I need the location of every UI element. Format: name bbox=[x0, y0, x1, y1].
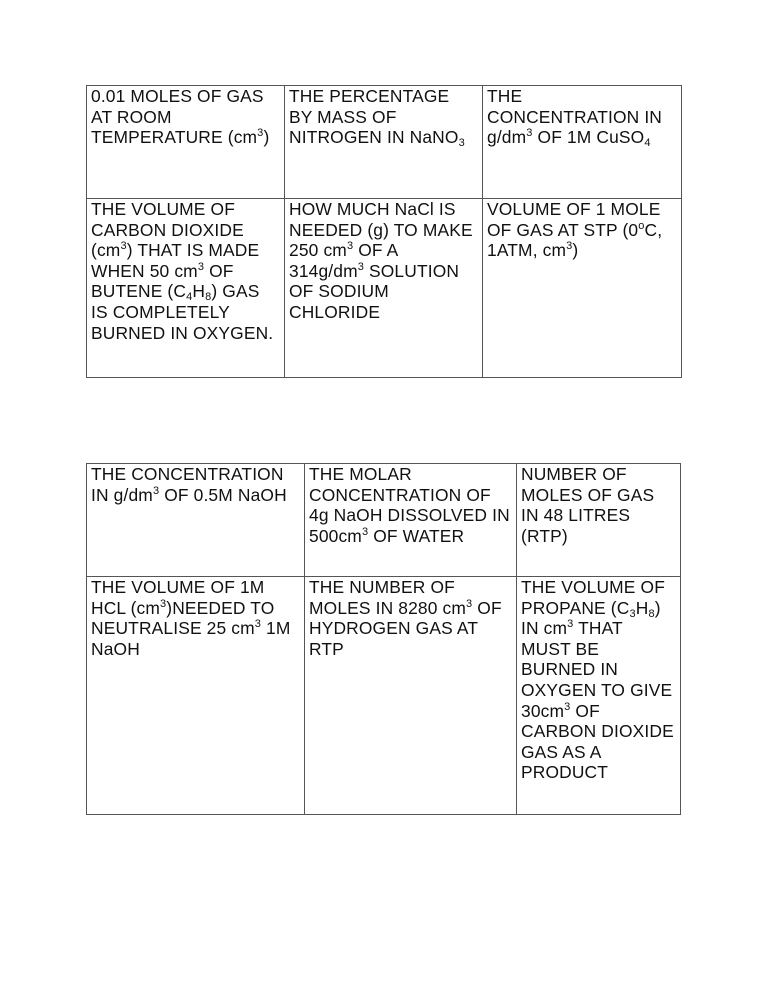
table-cell: THE VOLUME OF 1M HCL $(cm^3)NEEDED$ TO NEUTRALISE 25 $cm^3$ 1M NaOH bbox=[87, 577, 305, 815]
table-row bbox=[87, 199, 682, 378]
table-cell: THE MOLAR CONCENTRATION OF 4g NaOH DISSOLVED IN $500cm^3$ OF WATER bbox=[305, 464, 517, 577]
table-cell: HOW MUCH NaCl IS NEEDED (g) TO MAKE 250 $cm^3$ OF A $314g/dm^3$ SOLUTION OF SODIUM CHLORIDE bbox=[285, 199, 483, 378]
table-cell: THE CONCENTRATION IN $g/dm^3$ OF 0.5M NaOH bbox=[87, 464, 305, 577]
table-cell: THE VOLUME OF CARBON DIOXIDE $(cm^3)$ THAT IS MADE WHEN 50 $cm^3$ OF BUTENE $(C_4H_8)$ GAS IS COMPLETELY BURNED IN OXYGEN. bbox=[87, 199, 285, 378]
table-row bbox=[87, 577, 681, 815]
table-cell: 0.01 MOLES OF GAS AT ROOM TEMPERATURE $(cm^3)$ bbox=[87, 86, 285, 199]
table-cell: NUMBER OF MOLES OF GAS IN 48 LITRES (RTP) bbox=[517, 464, 681, 577]
question-table-1 bbox=[86, 85, 682, 378]
table-row bbox=[87, 464, 681, 577]
table-cell: THE CONCENTRATION IN $g/dm^3$ OF 1M CuSO$_4$ bbox=[483, 86, 682, 199]
table-cell: THE NUMBER OF MOLES IN 8280 $cm^3$ OF HYDROGEN GAS AT RTP bbox=[305, 577, 517, 815]
table-cell: THE PERCENTAGE BY MASS OF NITROGEN IN NaNO$_3$ bbox=[285, 86, 483, 199]
table-cell: THE VOLUME OF PROPANE $(C_3H_8)$ IN $cm^3$ THAT MUST BE BURNED IN OXYGEN TO GIVE $30cm^3$ OF CARBON DIOXIDE GAS AS A PRODUCT bbox=[517, 577, 681, 815]
question-table-2 bbox=[86, 463, 681, 815]
table-row bbox=[87, 86, 682, 199]
table-cell: VOLUME OF 1 MOLE OF GAS AT STP (0$^o$C, 1ATM, $cm^3$) bbox=[483, 199, 682, 378]
